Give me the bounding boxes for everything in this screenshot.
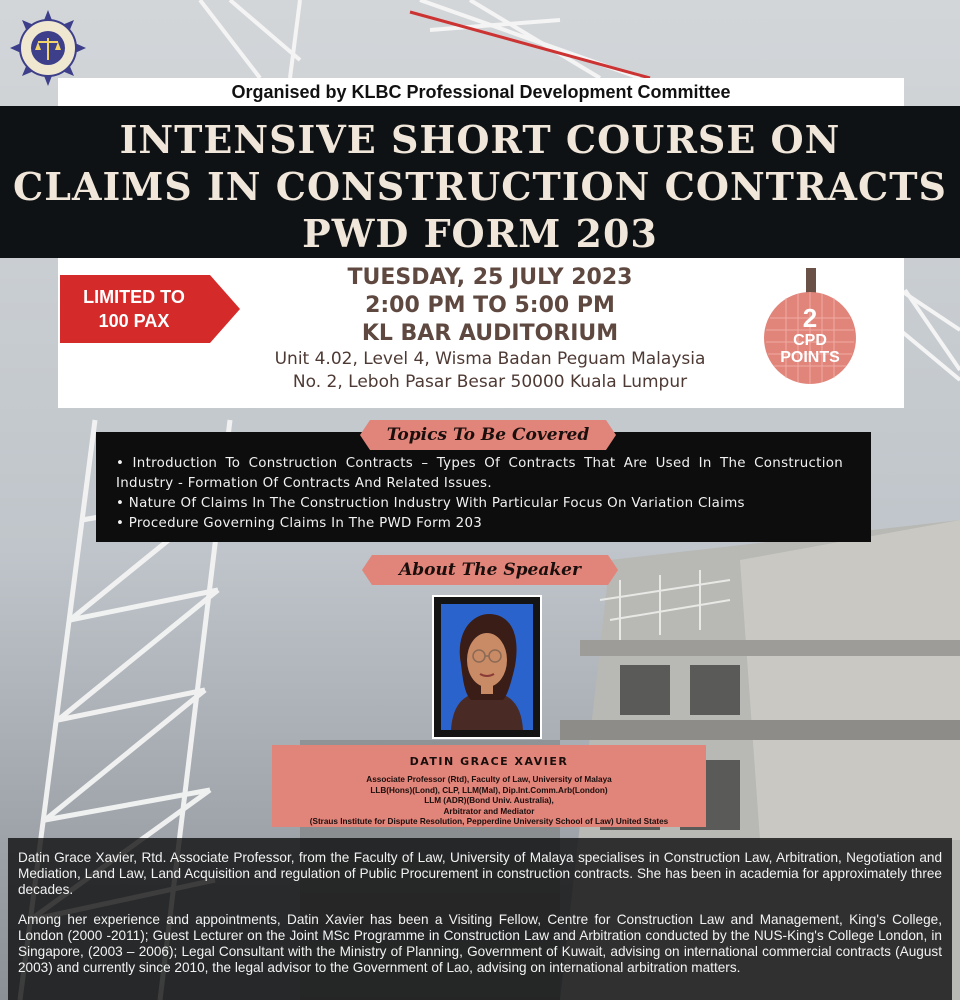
limited-line1: LIMITED TO — [83, 287, 185, 307]
speaker-photo — [432, 595, 542, 739]
speaker-credential-line: Arbitrator and Mediator — [443, 806, 535, 816]
speaker-credential-line: LLB(Hons)(Lond), CLP, LLM(Mal), Dip.Int.Comm.Arb(London) — [370, 785, 608, 795]
speaker-heading: About The Speaker — [372, 555, 608, 585]
speaker-biography — [8, 838, 952, 1000]
event-address-line1: Unit 4.02, Level 4, Wisma Badan Peguam Malaysia — [274, 349, 706, 369]
cpd-points-text — [762, 304, 858, 366]
speaker-credential-line: Associate Professor (Rtd), Faculty of Law, University of Malaya — [366, 775, 612, 784]
speaker-credentials — [272, 745, 706, 827]
cpd-label1: CPD — [793, 332, 827, 349]
cpd-label2: POINTS — [780, 349, 840, 366]
bio-paragraph: Among her experience and appointments, Datin Xavier has been a Visiting Fellow, Centre for Construction Law and Management, King's College, London (2000 -2011); Guest Lecturer on the Joint MSc Programme in Construction Law and Arbitration conducted by the NUS-King's College London, in Singapore, (2003 – 2006); Legal Consultant with the Ministry of Planning, Government of Kuwait, advising on international commercial contracts (August 2003) and currently since 2010, the legal advisor to the Government of Lao, advising on international arbitration matters. — [18, 912, 942, 975]
title-line: PWD FORM 203 — [302, 211, 658, 256]
event-address-line2: No. 2, Leboh Pasar Besar 50000 Kuala Lumpur — [292, 372, 688, 392]
event-date: TUESDAY, 25 JULY 2023 — [347, 265, 633, 290]
speaker-credential-line: (Straus Institute for Dispute Resolution, Pepperdine University School of Law) United States — [309, 817, 669, 826]
limited-line2: 100 PAX — [98, 311, 170, 331]
event-venue: KL BAR AUDITORIUM — [361, 321, 619, 346]
speaker-credential-line: LLM (ADR)(Bond Univ. Australia), — [424, 796, 554, 805]
course-title — [0, 106, 960, 258]
topic-item: • Introduction To Construction Contracts – Types Of Contracts That Are Used In The Construction Industry - Formation Of Contracts And Related Issues. — [116, 456, 843, 491]
organiser-line: Organised by KLBC Professional Development Committee — [58, 78, 904, 106]
topic-item: • Nature Of Claims In The Construction Industry With Particular Focus On Variation Claims — [116, 496, 745, 511]
speaker-name: DATIN GRACE XAVIER — [409, 755, 569, 768]
bar-council-logo — [8, 8, 88, 88]
title-line: INTENSIVE SHORT COURSE ON — [119, 117, 841, 162]
cpd-number: 2 — [802, 303, 818, 333]
title-line: CLAIMS IN CONSTRUCTION CONTRACTS — [13, 164, 947, 209]
topics-heading: Topics To Be Covered — [370, 420, 606, 450]
event-time: 2:00 PM TO 5:00 PM — [365, 293, 615, 318]
event-info — [240, 264, 740, 394]
bio-paragraph: Datin Grace Xavier, Rtd. Associate Professor, from the Faculty of Law, University of Malaya specialises in Construction Law, Arbitration, Negotiation and Mediation, Land Law, Land Acquisition and regulation of Public Procurement in construction contracts. She has been in academia for approximately three decades. — [18, 850, 942, 897]
limited-pax-badge — [60, 275, 240, 343]
topic-item: • Procedure Governing Claims In The PWD Form 203 — [116, 516, 483, 531]
